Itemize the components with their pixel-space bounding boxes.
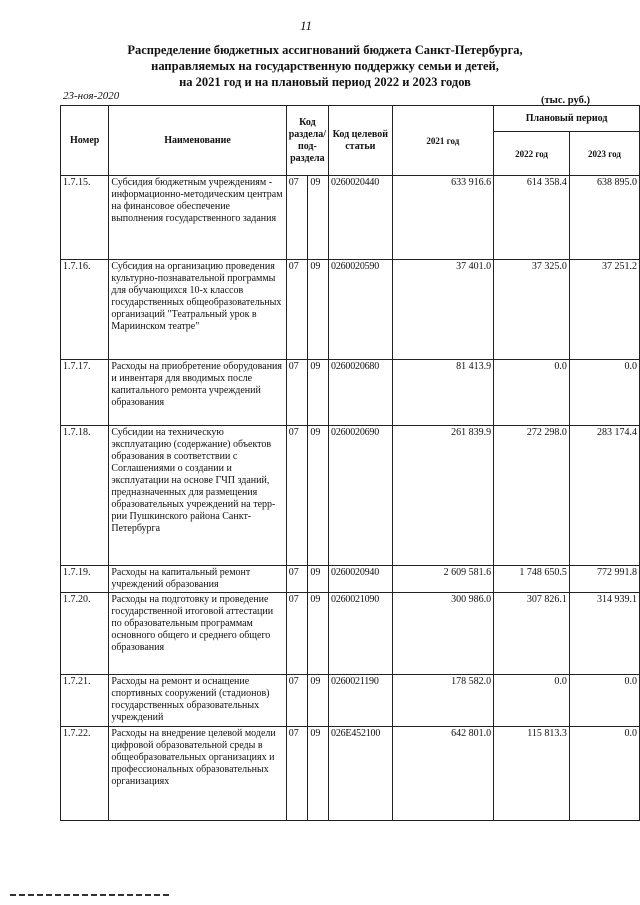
row-value-2022: 307 826.1 — [494, 593, 570, 675]
row-value-2021: 2 609 581.6 — [392, 566, 494, 593]
title-line: направляемых на государственную поддержку семьи и детей, — [151, 59, 499, 73]
document-title — [90, 42, 560, 90]
table-row — [61, 675, 640, 727]
row-subsection: 09 — [308, 675, 329, 727]
row-number: 1.7.22. — [61, 727, 109, 821]
row-value-2022: 0.0 — [494, 360, 570, 426]
row-section: 07 — [286, 426, 308, 566]
header-name: Наименование — [109, 106, 286, 176]
row-value-2023: 37 251.2 — [569, 260, 639, 360]
row-subsection: 09 — [308, 566, 329, 593]
row-value-2023: 0.0 — [569, 675, 639, 727]
table-row — [61, 566, 640, 593]
row-value-2021: 178 582.0 — [392, 675, 494, 727]
row-value-2022: 0.0 — [494, 675, 570, 727]
row-value-2023: 0.0 — [569, 727, 639, 821]
row-section: 07 — [286, 566, 308, 593]
row-subsection: 09 — [308, 360, 329, 426]
header-2021: 2021 год — [392, 106, 494, 176]
row-number: 1.7.21. — [61, 675, 109, 727]
units-label: (тыс. руб.) — [541, 95, 590, 106]
table-row — [61, 593, 640, 675]
row-value-2023: 0.0 — [569, 360, 639, 426]
title-line: на 2021 год и на плановый период 2022 и 2023 годов — [179, 75, 471, 89]
row-target-code: 0260020680 — [329, 360, 393, 426]
row-value-2023: 283 174.4 — [569, 426, 639, 566]
row-name: Расходы на приобретение оборудования и инвентаря для вводимых после капитального ремонта учреждений образования — [109, 360, 286, 426]
row-section: 07 — [286, 593, 308, 675]
row-section: 07 — [286, 176, 308, 260]
row-subsection: 09 — [308, 426, 329, 566]
table-row — [61, 426, 640, 566]
row-number: 1.7.15. — [61, 176, 109, 260]
row-value-2021: 642 801.0 — [392, 727, 494, 821]
row-target-code: 0260021190 — [329, 675, 393, 727]
row-value-2022: 614 358.4 — [494, 176, 570, 260]
row-number: 1.7.16. — [61, 260, 109, 360]
table-row — [61, 727, 640, 821]
header-2023: 2023 год — [569, 132, 639, 176]
row-name: Расходы на подготовку и проведение государственной итоговой аттестации по образовательным программам основного общего и среднего общего образования — [109, 593, 286, 675]
row-name: Субсидии на техническую эксплуатацию (содержание) объектов образования в соответствии с Соглашениями о создании и эксплуатации на основе ГЧП зданий, предназначенных для размещения образовательных учреждений на терр-рии Пушкинского района Санкт-Петербурга — [109, 426, 286, 566]
row-value-2022: 37 325.0 — [494, 260, 570, 360]
row-number: 1.7.19. — [61, 566, 109, 593]
row-value-2023: 638 895.0 — [569, 176, 639, 260]
header-section-code: Код раздела/ под-раздела — [286, 106, 328, 176]
row-value-2021: 633 916.6 — [392, 176, 494, 260]
row-target-code: 0260020440 — [329, 176, 393, 260]
header-2022: 2022 год — [494, 132, 570, 176]
row-value-2021: 300 986.0 — [392, 593, 494, 675]
row-number: 1.7.20. — [61, 593, 109, 675]
row-name: Субсидия на организацию проведения культурно-познавательной программы для обучающихся 10-х классов государственных общеобразовательных организаций "Театральный урок в Мариинском театре" — [109, 260, 286, 360]
row-target-code: 026E452100 — [329, 727, 393, 821]
budget-table — [60, 105, 640, 821]
header-number: Номер — [61, 106, 109, 176]
row-value-2021: 81 413.9 — [392, 360, 494, 426]
row-value-2022: 272 298.0 — [494, 426, 570, 566]
row-section: 07 — [286, 727, 308, 821]
row-target-code: 0260021090 — [329, 593, 393, 675]
title-line: Распределение бюджетных ассигнований бюджета Санкт-Петербурга, — [127, 43, 523, 57]
row-value-2023: 772 991.8 — [569, 566, 639, 593]
row-value-2022: 1 748 650.5 — [494, 566, 570, 593]
row-section: 07 — [286, 360, 308, 426]
row-section: 07 — [286, 675, 308, 727]
row-target-code: 0260020590 — [329, 260, 393, 360]
row-target-code: 0260020940 — [329, 566, 393, 593]
row-subsection: 09 — [308, 727, 329, 821]
row-number: 1.7.18. — [61, 426, 109, 566]
row-subsection: 09 — [308, 260, 329, 360]
row-target-code: 0260020690 — [329, 426, 393, 566]
row-name: Расходы на ремонт и оснащение спортивных сооружений (стадионов) государственных образовательных учреждений — [109, 675, 286, 727]
row-value-2021: 261 839.9 — [392, 426, 494, 566]
table-row — [61, 260, 640, 360]
row-value-2021: 37 401.0 — [392, 260, 494, 360]
row-subsection: 09 — [308, 176, 329, 260]
row-value-2023: 314 939.1 — [569, 593, 639, 675]
header-target-code: Код целевой статьи — [329, 106, 393, 176]
table-row — [61, 176, 640, 260]
page-number: 11 — [300, 18, 313, 33]
header-planned-period: Плановый период — [494, 106, 640, 132]
row-name: Расходы на внедрение целевой модели цифровой образовательной среды в общеобразовательных организациях и профессиональных образовательных организациях — [109, 727, 286, 821]
scan-artifact — [10, 894, 170, 896]
row-number: 1.7.17. — [61, 360, 109, 426]
table-row — [61, 360, 640, 426]
row-value-2022: 115 813.3 — [494, 727, 570, 821]
row-name: Расходы на капитальный ремонт учреждений образования — [109, 566, 286, 593]
row-name: Субсидия бюджетным учреждениям - информационно-методическим центрам на финансовое обеспечение выполнения государственного задания — [109, 176, 286, 260]
row-section: 07 — [286, 260, 308, 360]
document-date: 23-ноя-2020 — [63, 90, 120, 102]
row-subsection: 09 — [308, 593, 329, 675]
